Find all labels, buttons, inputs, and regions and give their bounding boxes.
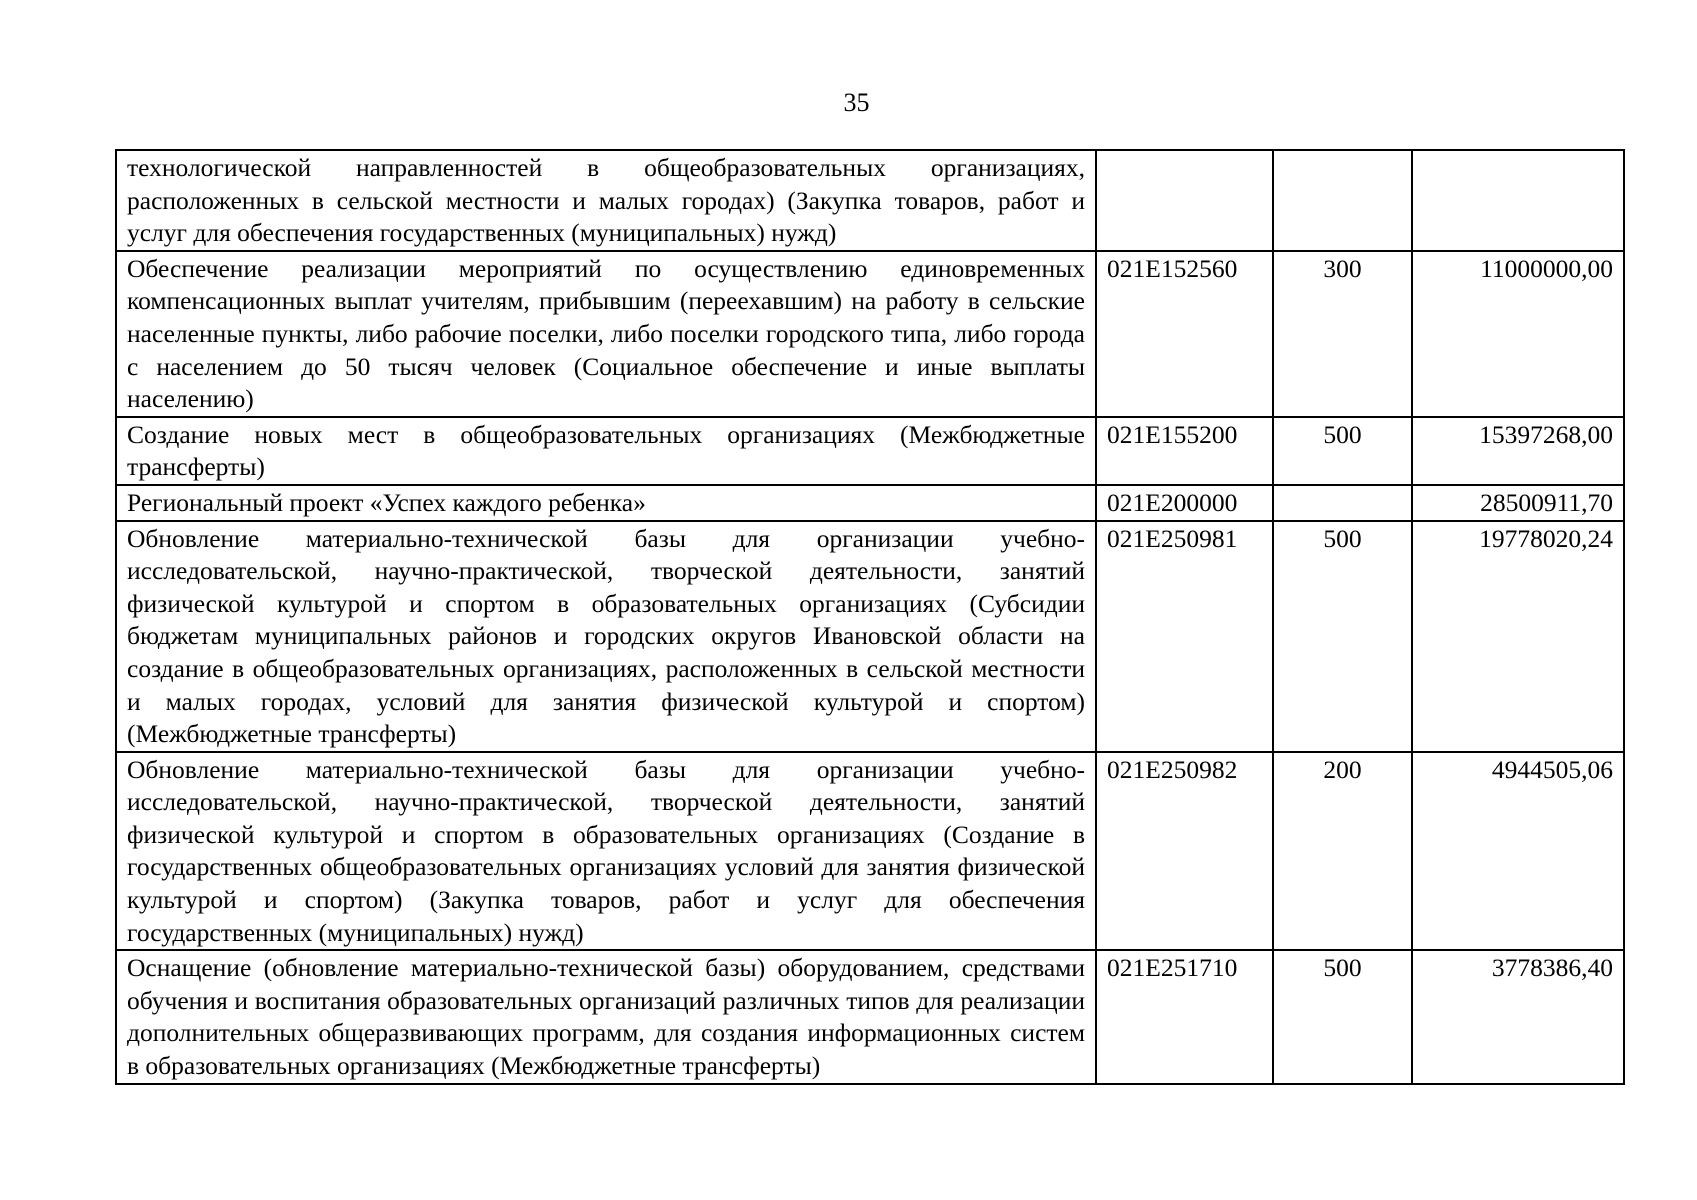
row-sum-cell bbox=[1412, 150, 1624, 251]
table-row bbox=[116, 485, 1624, 521]
table-row bbox=[116, 251, 1624, 417]
row-name-cell: Обновление материально-технической базы для организации учебно-исследовательской, научно-практической, творческой деятельности, занятий физической культурой и спортом в образовательных организациях (Создание в государственных общеобразовательных организациях условий для занятия физической культурой и спортом) (Закупка товаров, работ и услуг для обеспечения государственных (муниципальных) нужд) bbox=[116, 752, 1096, 951]
row-csr-cell bbox=[1096, 150, 1273, 251]
table-row bbox=[116, 950, 1624, 1083]
table-row bbox=[116, 752, 1624, 951]
row-sum-cell: 11000000,00 bbox=[1412, 251, 1624, 417]
table-row bbox=[116, 417, 1624, 485]
row-name-cell: Создание новых мест в общеобразовательных организациях (Межбюджетные трансферты) bbox=[116, 417, 1096, 485]
row-csr-cell: 021E250982 bbox=[1096, 752, 1273, 951]
row-csr-cell: 021E251710 bbox=[1096, 950, 1273, 1083]
row-name-cell: Обеспечение реализации мероприятий по осуществлению единовременных компенсационных выплат учителям, прибывшим (переехавшим) на работу в сельские населенные пункты, либо рабочие поселки, либо поселки городского типа, либо города с населением до 50 тысяч человек (Социальное обеспечение и иные выплаты населению) bbox=[116, 251, 1096, 417]
budget-table bbox=[115, 149, 1625, 1085]
row-sum-cell: 19778020,24 bbox=[1412, 521, 1624, 752]
row-sum-cell: 4944505,06 bbox=[1412, 752, 1624, 951]
row-csr-cell: 021E200000 bbox=[1096, 485, 1273, 521]
row-csr-cell: 021E250981 bbox=[1096, 521, 1273, 752]
row-vr-cell: 500 bbox=[1273, 417, 1412, 485]
page-number: 35 bbox=[843, 88, 870, 117]
row-sum-cell: 3778386,40 bbox=[1412, 950, 1624, 1083]
row-vr-cell bbox=[1273, 485, 1412, 521]
row-name-cell: Обновление материально-технической базы для организации учебно-исследовательской, научно-практической, творческой деятельности, занятий физической культурой и спортом в образовательных организациях (Субсидии бюджетам муниципальных районов и городских округов Ивановской области на создание в общеобразовательных организациях, расположенных в сельской местности и малых городах, условий для занятия физической культурой и спортом) (Межбюджетные трансферты) bbox=[116, 521, 1096, 752]
row-vr-cell bbox=[1273, 150, 1412, 251]
table-row bbox=[116, 150, 1624, 251]
row-name-cell: Региональный проект «Успех каждого ребенка» bbox=[116, 485, 1096, 521]
row-vr-cell: 200 bbox=[1273, 752, 1412, 951]
row-name-cell: Оснащение (обновление материально-технической базы) оборудованием, средствами обучения и воспитания образовательных организаций различных типов для реализации дополнительных общеразвивающих программ, для создания информационных систем в образовательных организациях (Межбюджетные трансферты) bbox=[116, 950, 1096, 1083]
row-name-cell: технологической направленностей в общеобразовательных организациях, расположенных в сельской местности и малых городах) (Закупка товаров, работ и услуг для обеспечения государственных (муниципальных) нужд) bbox=[116, 150, 1096, 251]
row-vr-cell: 500 bbox=[1273, 950, 1412, 1083]
row-sum-cell: 15397268,00 bbox=[1412, 417, 1624, 485]
table-row bbox=[116, 521, 1624, 752]
row-vr-cell: 300 bbox=[1273, 251, 1412, 417]
row-vr-cell: 500 bbox=[1273, 521, 1412, 752]
row-sum-cell: 28500911,70 bbox=[1412, 485, 1624, 521]
row-csr-cell: 021E155200 bbox=[1096, 417, 1273, 485]
row-csr-cell: 021E152560 bbox=[1096, 251, 1273, 417]
